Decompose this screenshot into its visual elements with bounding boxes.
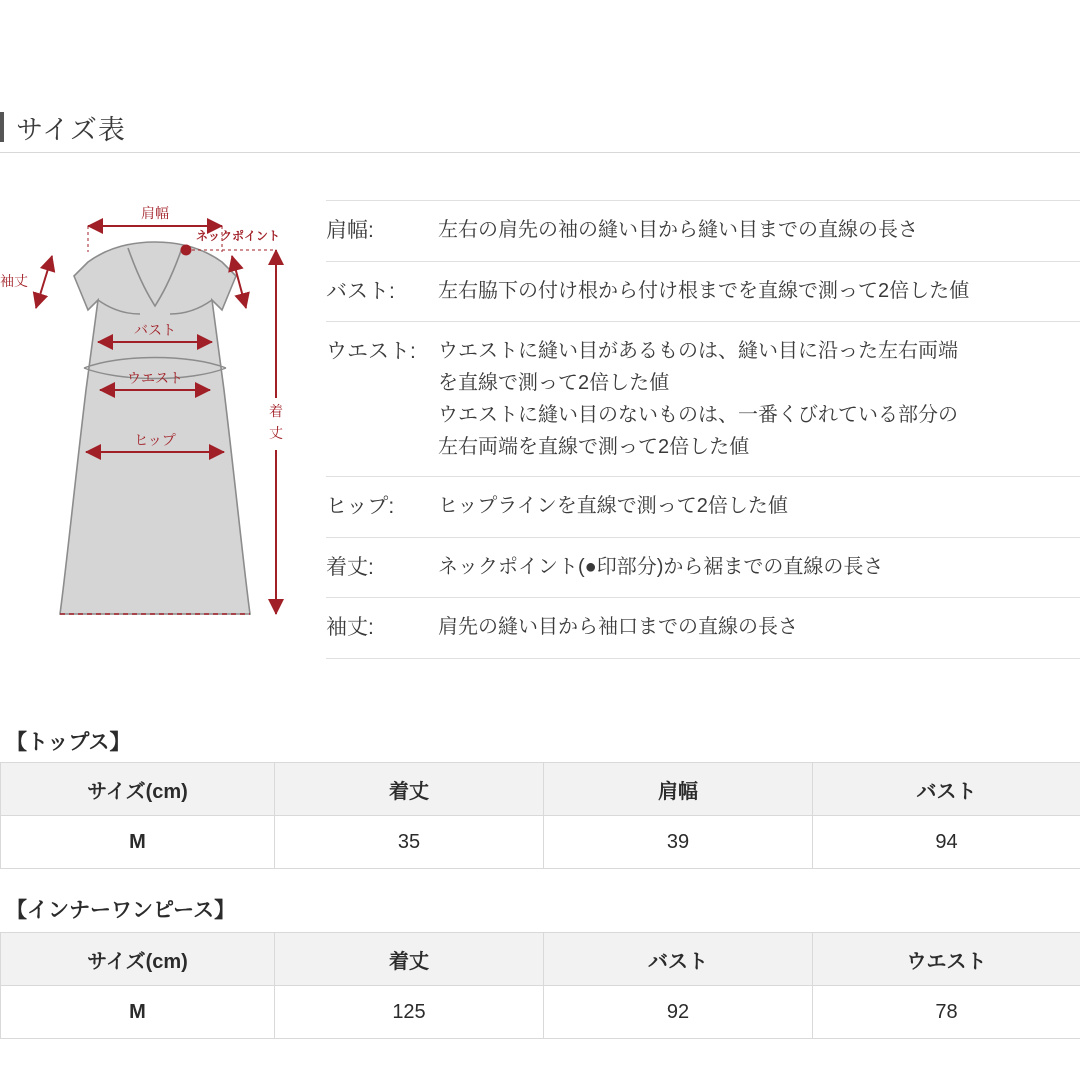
title-accent-bar bbox=[0, 112, 4, 142]
cell-size: M bbox=[1, 816, 275, 869]
definition-term: 着丈: bbox=[326, 555, 374, 579]
column-header: 着丈 bbox=[275, 763, 544, 816]
garment-measurement-diagram bbox=[0, 190, 320, 670]
table-row bbox=[1, 986, 1080, 1039]
column-header: ウエスト bbox=[813, 933, 1080, 986]
title-divider bbox=[0, 152, 1080, 153]
diagram-label-shoulder: 肩幅 bbox=[141, 205, 169, 221]
definition-line: 左右脇下の付け根から付け根までを直線で測って2倍した値 bbox=[438, 279, 970, 302]
cell-value: 92 bbox=[544, 986, 813, 1039]
definition-line: 肩先の縫い目から袖口までの直線の長さ bbox=[438, 616, 798, 639]
sleeve-arrow bbox=[36, 256, 52, 308]
cell-value: 35 bbox=[275, 816, 544, 869]
table-header-row bbox=[1, 763, 1080, 816]
definition-line: 左右両端を直線で測って2倍した値 bbox=[438, 436, 750, 459]
cell-value: 94 bbox=[813, 816, 1080, 869]
definition-description bbox=[438, 336, 958, 463]
column-header: サイズ(cm) bbox=[1, 933, 275, 986]
definition-line: 左右の肩先の袖の縫い目から縫い目までの直線の長さ bbox=[438, 219, 918, 241]
cell-value: 78 bbox=[813, 986, 1080, 1039]
definition-term: 袖丈: bbox=[326, 616, 374, 640]
diagram-label-hip: ヒップ bbox=[134, 432, 176, 448]
definition-row-shoulder bbox=[326, 200, 1080, 262]
diagram-label-length-group bbox=[264, 398, 288, 450]
definition-line: ウエストに縫い目のないものは、一番くびれている部分の bbox=[438, 404, 958, 427]
definition-line: ヒップラインを直線で測って2倍した値 bbox=[438, 495, 788, 518]
column-header: バスト bbox=[813, 763, 1080, 816]
measurement-definitions bbox=[326, 200, 1080, 659]
cell-value: 39 bbox=[544, 816, 813, 869]
definition-term: 肩幅: bbox=[326, 219, 374, 242]
section-heading-tops: 【トップス】 bbox=[6, 731, 131, 754]
definition-row-sleeve bbox=[326, 598, 1080, 659]
definition-term: バスト: bbox=[326, 279, 395, 303]
diagram-label-length-char2: 丈 bbox=[269, 425, 283, 441]
page-title-row bbox=[0, 108, 126, 146]
column-header: 着丈 bbox=[275, 933, 544, 986]
cell-size: M bbox=[1, 986, 275, 1039]
definition-line: ウエストに縫い目があるものは、縫い目に沿った左右両端 bbox=[438, 340, 958, 363]
table-row bbox=[1, 816, 1080, 869]
diagram-label-bust: バスト bbox=[134, 322, 176, 338]
diagram-label-waist: ウエスト bbox=[127, 370, 183, 386]
definition-row-waist bbox=[326, 322, 1080, 477]
definition-row-hip bbox=[326, 477, 1080, 538]
definition-description bbox=[438, 552, 883, 583]
column-header: バスト bbox=[544, 933, 813, 986]
column-header: サイズ(cm) bbox=[1, 763, 275, 816]
diagram-label-sleeve: 袖丈 bbox=[0, 273, 28, 289]
definition-description bbox=[438, 612, 798, 643]
table-header-row bbox=[1, 933, 1080, 986]
definition-row-bust bbox=[326, 262, 1080, 323]
section-heading-inner-dress: 【インナーワンピース】 bbox=[6, 899, 236, 922]
definition-description bbox=[438, 491, 788, 522]
dress-silhouette bbox=[60, 242, 250, 614]
size-table-tops bbox=[0, 762, 1080, 869]
definition-term: ヒップ: bbox=[326, 495, 395, 519]
definition-description bbox=[438, 276, 969, 307]
size-table-inner-dress bbox=[0, 932, 1080, 1039]
cell-value: 125 bbox=[275, 986, 544, 1039]
definition-line: ネックポイント(●印部分)から裾までの直線の長さ bbox=[438, 555, 884, 578]
diagram-label-length-char1: 着 bbox=[269, 403, 283, 419]
page-title: サイズ表 bbox=[16, 114, 126, 145]
definition-term: ウエスト: bbox=[326, 340, 416, 364]
column-header: 肩幅 bbox=[544, 763, 813, 816]
definition-description bbox=[438, 215, 918, 246]
definition-row-length bbox=[326, 538, 1080, 599]
definition-line: を直線で測って2倍した値 bbox=[438, 372, 670, 395]
diagram-label-neck-point: ネックポイント bbox=[196, 229, 281, 243]
